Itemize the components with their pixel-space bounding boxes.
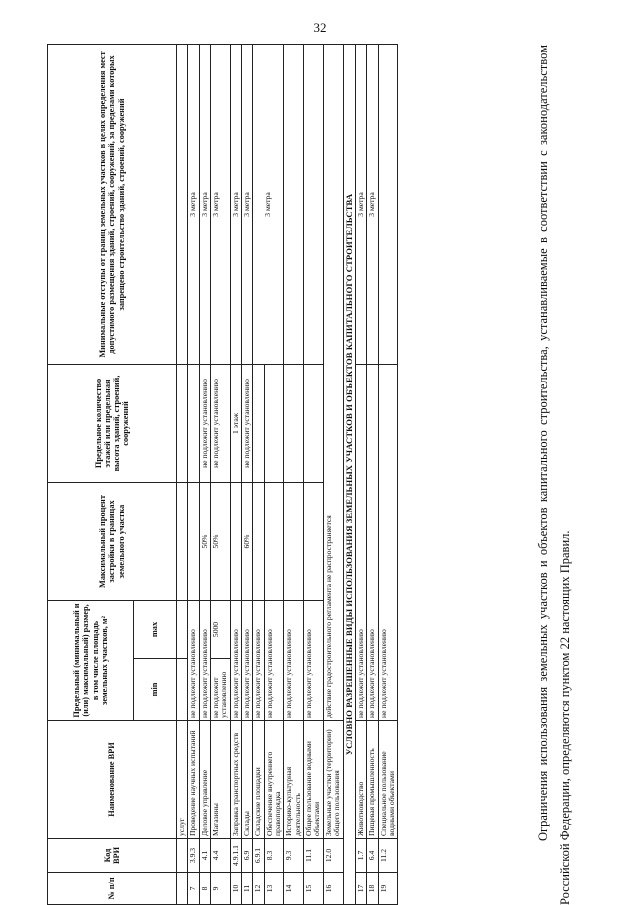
row-code: 3.9.3: [188, 839, 199, 873]
row-setback: 3 метра: [199, 45, 210, 365]
row-size: не подлежит установлению: [199, 601, 210, 721]
row-code: 8.3: [264, 839, 284, 873]
header-floors: Предельное количество этажей или предельная высота зданий, строений, сооружений: [48, 365, 177, 483]
row-size: не подлежит установлению: [355, 365, 366, 721]
row-setback: 3 метра: [211, 45, 231, 365]
row-setback: 3 метра: [355, 45, 366, 365]
header-size: Предельный (минимальный и (или) максимальный) размер, в том числе площадь земельных участков, м²: [48, 601, 134, 721]
row-name: Деловое управление: [199, 721, 210, 839]
row-size: не подлежит установлению: [304, 601, 324, 721]
table-row: [230, 45, 241, 905]
row-num: 7: [188, 873, 199, 905]
row-percent: 50%: [199, 483, 210, 601]
row-size: не подлежит установлению: [284, 601, 304, 721]
row-min: не подлежит установлению: [211, 659, 231, 721]
row-num: 10: [230, 873, 241, 905]
row-num: 12: [253, 873, 264, 905]
footer-text: Ограничения использования земельных участков и объектов капитального строительства, устанавливаемые в соответствии с законодательством Российской Федерации, определяются пунктом 22 настоящих Правил.: [536, 45, 572, 905]
row-percent: 50%: [211, 483, 231, 601]
row-size: не подлежит установлению: [367, 365, 378, 721]
row-code: 4.9.1.1: [230, 839, 241, 873]
row-setback: [378, 45, 398, 365]
row-percent: 60%: [242, 483, 253, 601]
row-setback: 3 метра: [230, 45, 241, 365]
row-size: не подлежит установлению: [188, 601, 199, 721]
table-row: [199, 45, 210, 905]
continuation-text: услуг: [177, 721, 188, 839]
table-row: [253, 45, 264, 905]
header-setback: Минимальные отступы от границ земельных участков в целях определения мест допустимого размещения зданий, строений, сооружений, за пределами которых запрещено строительство зданий, строений, сооружений: [48, 45, 177, 365]
row-size: не подлежит установлению: [230, 601, 241, 721]
section-row: [343, 45, 355, 905]
row-num: 18: [367, 873, 378, 905]
row-name: Животноводство: [355, 721, 366, 839]
header-max: max: [134, 601, 177, 659]
table-row: [367, 45, 378, 905]
table-row: [242, 45, 253, 905]
table-header-row: [48, 45, 134, 905]
row-code: 6.9: [242, 839, 253, 873]
footer-paragraph: [533, 45, 577, 905]
row-name: Обеспечение внутреннего правопорядка: [264, 721, 284, 839]
row-size: не подлежит установлению: [264, 601, 284, 721]
row-name: Складские площадки: [253, 721, 264, 839]
table-row: [211, 45, 231, 905]
header-name: Наименование ВРИ: [48, 721, 177, 839]
row-num: 13: [264, 873, 284, 905]
table-row: [284, 45, 304, 905]
row-size: не подлежит установлению: [378, 365, 398, 721]
row-num: 16: [323, 873, 343, 905]
regulations-table: [47, 44, 398, 905]
table-row: [188, 45, 199, 905]
header-num: № п/п: [48, 873, 177, 905]
row-setback: 3 метра: [367, 45, 378, 365]
conditional-section-title: УСЛОВНО РАЗРЕШЕННЫЕ ВИДЫ ИСПОЛЬЗОВАНИЯ ЗЕМЕЛЬНЫХ УЧАСТКОВ И ОБЪЕКТОВ КАПИТАЛЬНОГО СТРОИТЕЛЬСТВА: [343, 45, 355, 905]
row-name: Земельные участки (территории) общего пользования: [323, 721, 343, 839]
row-setback: 3 метра: [242, 45, 253, 365]
header-percent: Максимальный процент застройки в границах земельного участка: [48, 483, 177, 601]
table-row: [323, 45, 343, 905]
row-code: 1.7: [355, 839, 366, 873]
table-row: [304, 45, 324, 905]
row-name: Историко-культурная деятельность: [284, 721, 304, 839]
row-name: Проведение научных испытаний: [188, 721, 199, 839]
row-name: Магазины: [211, 721, 231, 839]
table-row: [177, 45, 188, 905]
row-setback: 3 метра: [253, 45, 284, 365]
row-size: действие градостроительного регламента не распространяется: [323, 45, 343, 721]
row-code: 11.2: [378, 839, 398, 873]
row-setback: 3 метра: [188, 45, 199, 365]
row-name: Заправка транспортных средств: [230, 721, 241, 839]
table-row: [355, 45, 366, 905]
row-code: 11.1: [304, 839, 324, 873]
row-floors: не подлежит установлению: [211, 365, 231, 483]
row-floors: не подлежит установлению: [199, 365, 210, 483]
row-name: Специальное пользование водными объектами: [378, 721, 398, 839]
row-name: Склады: [242, 721, 253, 839]
row-max: 5000: [211, 601, 231, 659]
row-num: 17: [355, 873, 366, 905]
row-code: 12.0: [323, 839, 343, 873]
row-num: 14: [284, 873, 304, 905]
row-code: 6.9.1: [253, 839, 264, 873]
row-num: 9: [211, 873, 231, 905]
row-size: не подлежит установлению: [242, 601, 253, 721]
page-number: 32: [313, 20, 327, 35]
row-num: 8: [199, 873, 210, 905]
row-code: 9.3: [284, 839, 304, 873]
header-min: min: [134, 659, 177, 721]
header-code: Код ВРИ: [48, 839, 177, 873]
row-num: 11: [242, 873, 253, 905]
row-floors: 1 этаж: [230, 365, 241, 483]
row-floors: не подлежит установлению: [242, 365, 253, 483]
row-code: 6.4: [367, 839, 378, 873]
row-name: Общее пользование водными объектами: [304, 721, 324, 839]
row-code: 4.4: [211, 839, 231, 873]
row-num: 19: [378, 873, 398, 905]
row-name: Пищевая промышленность: [367, 721, 378, 839]
rotated-page: [47, 45, 593, 905]
row-num: 15: [304, 873, 324, 905]
table-row: [378, 45, 398, 905]
row-code: 4.1: [199, 839, 210, 873]
row-size: не подлежит установлению: [253, 601, 264, 721]
